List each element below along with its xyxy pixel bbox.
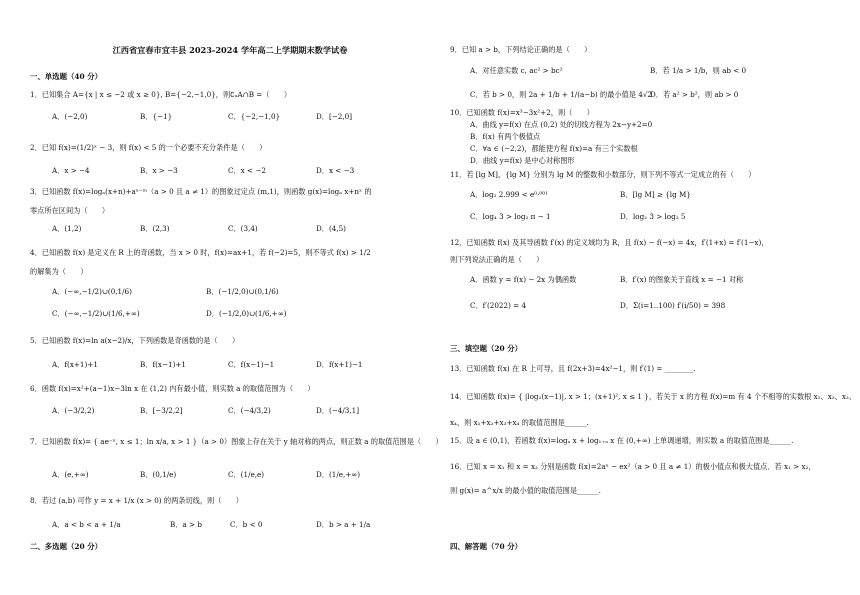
question-2: 2．已知 f(x)=(1/2)ˣ − 3，则 f(x) < 5 的一个必要不充分条件是（ ） — [30, 143, 267, 152]
option-b: B．[lg M] ≥ {lg M} — [620, 190, 691, 199]
section-fill-blank: 三、填空题（20 分） — [450, 344, 522, 353]
option-b: B．f(x−1)+1 — [140, 360, 186, 369]
section-single-choice: 一、单选题（40 分） — [30, 72, 102, 81]
option-c: C．{−2,−1,0} — [228, 112, 281, 121]
option-b: B．若 1/a > 1/b，则 ab < 0 — [650, 66, 747, 75]
question-6: 6．函数 f(x)=x²+(a−1)x−3ln x 在 (1,2) 内有最小值，则实数 a 的取值范围为（ ） — [30, 384, 315, 393]
option-d: D．x < −3 — [316, 166, 355, 175]
question-12-cont: 则下列说法正确的是（ ） — [450, 255, 544, 264]
option-d: D．(4,5) — [316, 224, 346, 233]
option-c: C．x < −2 — [228, 166, 266, 175]
question-15: 15．设 a ∈ (0,1)，若函数 f(x)=logₐ x + log₁₊ₐ x 在 (0,+∞) 上单调递增，则实数 a 的取值范围是______. — [450, 436, 794, 445]
option-d: D．Σ(i=1..100) f′(i/50) = 398 — [620, 301, 726, 310]
option-b: B．(2,3) — [140, 224, 170, 233]
question-10-line-c: C．∀a ∈ (−2,2)，都能使方程 f(x)=a 有三个实数根 — [470, 144, 638, 153]
option-a: A．f(x+1)+1 — [52, 360, 98, 369]
option-a: A．x > −4 — [52, 166, 90, 175]
option-a: A．(e,+∞) — [52, 470, 89, 479]
question-9: 9．已知 a > b，下列结论正确的是（ ） — [450, 45, 592, 54]
option-d: D．log₂ 3 > log₃ 5 — [620, 212, 686, 221]
question-14: 14．已知函数 f(x)= { |log₂(x−1)|, x > 1；(x+1)², x ≤ 1 }，若关于 x 的方程 f(x)=m 有 4 个不相等的实数根 x₁、x₂、x₃、 — [450, 392, 856, 401]
option-a: A．(1,2) — [52, 224, 82, 233]
option-b: B．a > b — [170, 520, 202, 529]
option-a: A．对任意实数 c, ac² > bc² — [470, 66, 563, 75]
option-b: B．f′(x) 的图象关于直线 x = −1 对称 — [620, 275, 744, 284]
option-c: C．log₄ 3 > log₂ π − 1 — [470, 212, 551, 221]
option-b: B．(−1/2,0)∪(0,1/6) — [206, 287, 279, 296]
question-4-cont: 的解集为（ ） — [30, 267, 88, 276]
question-10: 10．已知函数 f(x)=x³−3x²+2，则（ ） — [450, 108, 594, 117]
option-c: C．f(x−1)−1 — [228, 360, 275, 369]
question-10-line-d: D．曲线 y=f(x) 是中心对称图形 — [470, 156, 575, 165]
exam-title: 江西省宜春市宜丰县 2023-2024 学年高二上学期期末数学试卷 — [112, 45, 348, 55]
question-7: 7．已知函数 f(x)= { ae⁻ˣ, x ≤ 1；ln x/a, x > 1 }（a > 0）图象上存在关于 y 轴对称的两点，则正数 a 的取值范围是（ ） — [30, 437, 443, 446]
section-answer: 四、解答题（70 分） — [450, 542, 522, 551]
option-c: C．f′(2022) = 4 — [470, 301, 527, 310]
option-d: D．(1/e,+∞) — [316, 470, 361, 479]
option-d: D．(−1/2,0)∪(1/6,+∞) — [206, 309, 287, 318]
option-d: D．b > a + 1/a — [316, 520, 371, 529]
question-14-cont: x₄，则 x₁+x₂+x₃+x₄ 的取值范围是______. — [450, 418, 589, 427]
option-a: A．(−2,0) — [52, 112, 88, 121]
option-b: B．(0,1/e) — [140, 470, 177, 479]
option-c: C．b < 0 — [230, 520, 263, 529]
question-13: 13．已知函数 f(x) 在 R 上可导，且 f(2x+3)=4x²−1，则 f′(1) = ________. — [450, 364, 696, 373]
option-b: B．x > −3 — [140, 166, 178, 175]
option-d: D．[−2,0] — [316, 112, 353, 121]
option-c: C．(3,4) — [228, 224, 258, 233]
question-16-cont: 则 g(x)= a^x/x 的最小值的取值范围是______. — [450, 486, 601, 495]
option-b: B．[−3/2,2] — [140, 406, 183, 415]
section-multi-choice: 二、多选题（20 分） — [30, 542, 102, 551]
option-c: C．(1/e,e) — [228, 470, 265, 479]
question-3: 3．已知函数 f(x)=logₐ(x+n)+aˣ⁻ᵐ（a > 0 且 a ≠ 1）的图象过定点 (m,1)，则函数 g(x)=logₐ x+nˣ 的 — [30, 187, 372, 196]
option-a: A．(−∞,−1/2)∪(0,1/6) — [52, 287, 132, 296]
question-3-cont: 零点所在区间为（ ） — [30, 206, 110, 215]
question-1: 1．已知集合 A={x | x ≤ −2 或 x ≥ 0}, B={−2,−1,0}，则∁ₐA∩B =（ ） — [30, 90, 292, 99]
option-c: C．(−∞,−1/2)∪(1/6,+∞) — [52, 309, 140, 318]
question-10-line-b: B．f(x) 有两个极值点 — [470, 132, 541, 141]
option-a: A．a < b < a + 1/a — [52, 520, 121, 529]
option-c: C．(−4/3,2) — [228, 406, 271, 415]
option-a: A．(−3/2,2) — [52, 406, 95, 415]
question-5: 5．已知函数 f(x)=ln a(x−2)/x，下列函数是奇函数的是（ ） — [30, 336, 240, 345]
question-8: 8．若过 (a,b) 可作 y = x + 1/x (x > 0) 的两条切线，则（ ） — [30, 496, 243, 505]
question-12: 12．已知函数 f(x) 及其导函数 f′(x) 的定义域均为 R，且 f(x) − f(−x) = 4x，f′(1+x) = f′(1−x)， — [450, 238, 769, 247]
option-a: A．log₂ 2.999 < e⁰·⁰⁰¹ — [470, 190, 549, 199]
option-a: A．函数 y = f(x) − 2x 为偶函数 — [470, 275, 577, 284]
question-10-line-a: A．曲线 y=f(x) 在点 (0,2) 处的切线方程为 2x−y+2=0 — [470, 120, 653, 129]
question-4: 4．已知函数 f(x) 是定义在 R 上的奇函数，当 x > 0 时，f(x)=ax+1，若 f(−2)=5，则不等式 f(x) > 1/2 — [30, 248, 371, 257]
question-11: 11．若 [lg M]，{lg M} 分别为 lg M 的整数和小数部分，则下列不等式一定成立的有（ ） — [450, 170, 756, 179]
option-d: D．若 a² > b²，则 ab > 0 — [650, 90, 739, 99]
option-d: D．(−4/3,1] — [316, 406, 360, 415]
option-c: C．若 b > 0，则 2a + 1/b + 1/(a−b) 的最小值是 4√2 — [470, 90, 652, 99]
option-b: B．{−1} — [140, 112, 173, 121]
question-16: 16．已知 x = x₁ 和 x = x₂ 分别是函数 f(x)=2aˣ − ex²（a > 0 且 a ≠ 1）的极小值点和极大值点．若 x₁ > x₂， — [450, 462, 816, 471]
option-d: D．f(x+1)−1 — [316, 360, 363, 369]
